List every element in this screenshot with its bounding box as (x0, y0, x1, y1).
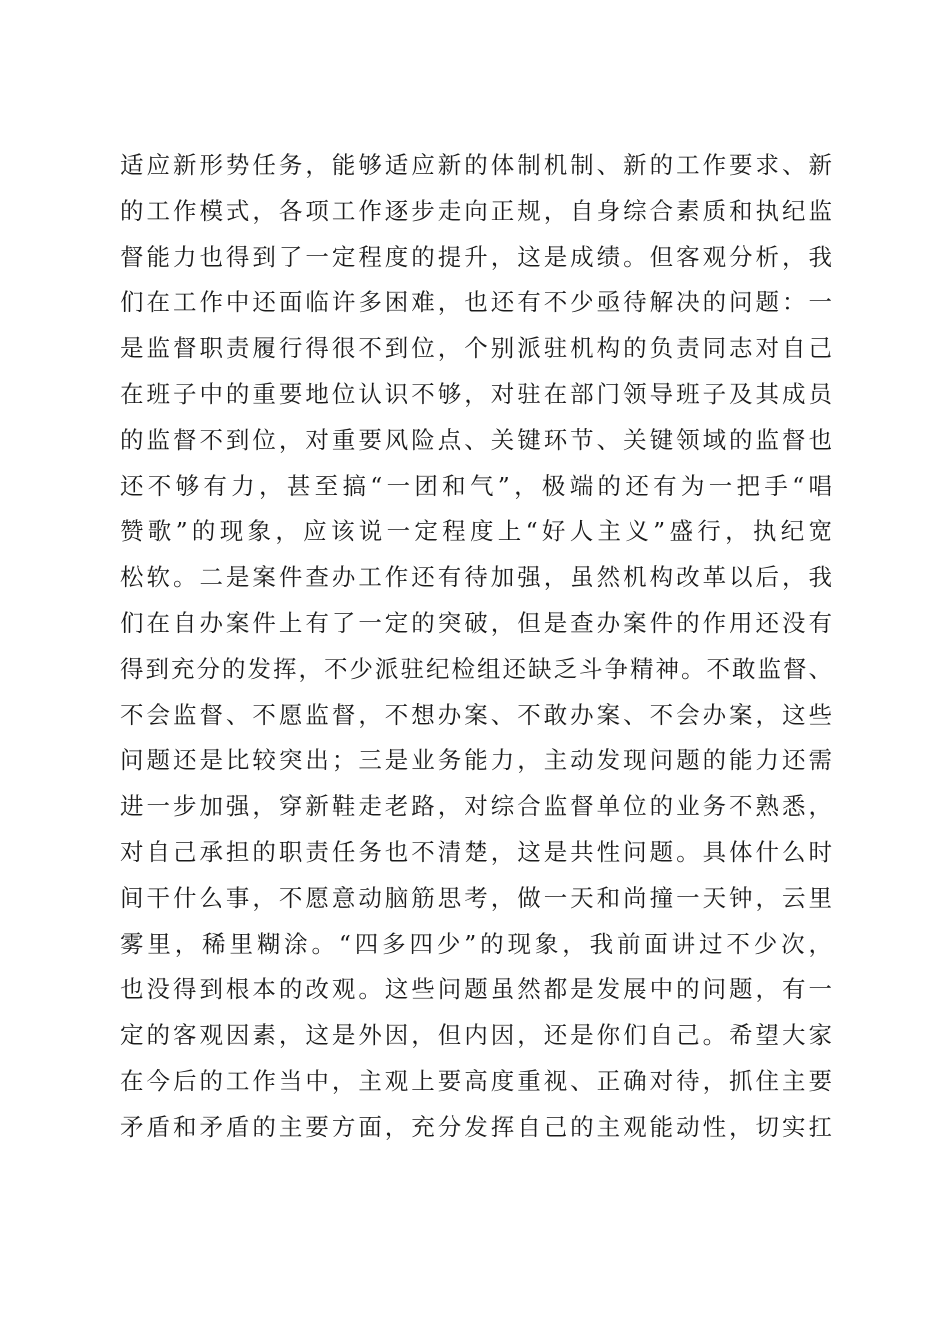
text-line: 不会监督、不愿监督，不想办案、不敢办案、不会办案，这些 (120, 700, 832, 729)
text-line: 问题还是比较突出；三是业务能力，主动发现问题的能力还需 (120, 746, 832, 775)
text-line: 适应新形势任务，能够适应新的体制机制、新的工作要求、新 (120, 151, 832, 179)
text-line: 的工作模式，各项工作逐步走向正规，自身综合素质和执纪监 (120, 196, 832, 225)
text-line: 松软。二是案件查办工作还有待加强，虽然机构改革以后，我 (120, 563, 832, 592)
text-line: 督能力也得到了一定程度的提升，这是成绩。但客观分析，我 (120, 242, 832, 271)
text-line: 们在自办案件上有了一定的突破，但是查办案件的作用还没有 (120, 608, 832, 637)
text-line: 雾里，稀里糊涂。“四多四少”的现象，我前面讲过不少次， (120, 929, 832, 958)
text-line: 赞歌”的现象，应该说一定程度上“好人主义”盛行，执纪宽 (120, 517, 832, 546)
text-line: 们在工作中还面临许多困难，也还有不少亟待解决的问题：一 (120, 288, 832, 317)
text-line: 定的客观因素，这是外因，但内因，还是你们自己。希望大家 (120, 1021, 832, 1050)
text-line: 矛盾和矛盾的主要方面，充分发挥自己的主观能动性，切实扛 (120, 1112, 832, 1141)
text-line: 对自己承担的职责任务也不清楚，这是共性问题。具体什么时 (120, 837, 832, 866)
body-text (120, 143, 832, 1151)
text-line: 在班子中的重要地位认识不够，对驻在部门领导班子及其成员 (120, 379, 832, 408)
text-line: 也没得到根本的改观。这些问题虽然都是发展中的问题，有一 (120, 975, 832, 1004)
text-line: 在今后的工作当中，主观上要高度重视、正确对待，抓住主要 (120, 1066, 832, 1095)
text-line: 还不够有力，甚至搞“一团和气”，极端的还有为一把手“唱 (120, 471, 832, 500)
text-line: 得到充分的发挥，不少派驻纪检组还缺乏斗争精神。不敢监督、 (120, 654, 832, 683)
text-line: 的监督不到位，对重要风险点、关键环节、关键领域的监督也 (120, 425, 832, 454)
text-line: 进一步加强，穿新鞋走老路，对综合监督单位的业务不熟悉， (120, 792, 832, 821)
text-line: 是监督职责履行得很不到位，个别派驻机构的负责同志对自己 (120, 334, 832, 363)
text-line: 间干什么事，不愿意动脑筋思考，做一天和尚撞一天钟，云里 (120, 883, 832, 912)
